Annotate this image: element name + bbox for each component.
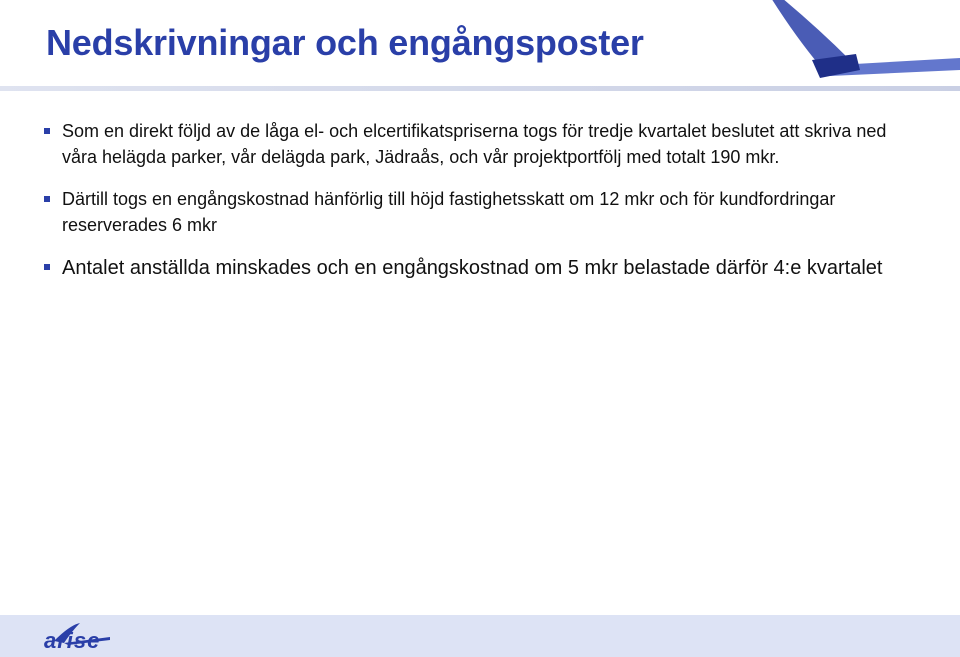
bullet-item xyxy=(44,118,924,170)
bullet-item xyxy=(44,186,924,238)
bullet-text: Som en direkt följd av de låga el- och elcertifikatspriserna togs för tredje kvartalet beslutet att skriva ned våra helägda parker, vår delägda park, Jädraås, och vår projektportfölj med totalt 190 mkr. xyxy=(62,121,887,167)
swoosh-icon xyxy=(760,0,960,100)
square-bullet-icon xyxy=(44,196,50,202)
bullet-text: Antalet anställda minskades och en engångskostnad om 5 mkr belastade därför 4:e kvartalet xyxy=(62,257,883,279)
bullet-item xyxy=(44,254,924,282)
footer-band xyxy=(0,615,960,657)
slide-title: Nedskrivningar och engångsposter xyxy=(46,22,644,63)
square-bullet-icon xyxy=(44,264,50,270)
bullet-text: Därtill togs en engångskostnad hänförlig till höjd fastighetsskatt om 12 mkr och för kundfordringar reserverades 6 mkr xyxy=(62,189,836,235)
square-bullet-icon xyxy=(44,128,50,134)
bullet-list xyxy=(44,118,924,298)
arise-logo: arise xyxy=(44,628,101,653)
